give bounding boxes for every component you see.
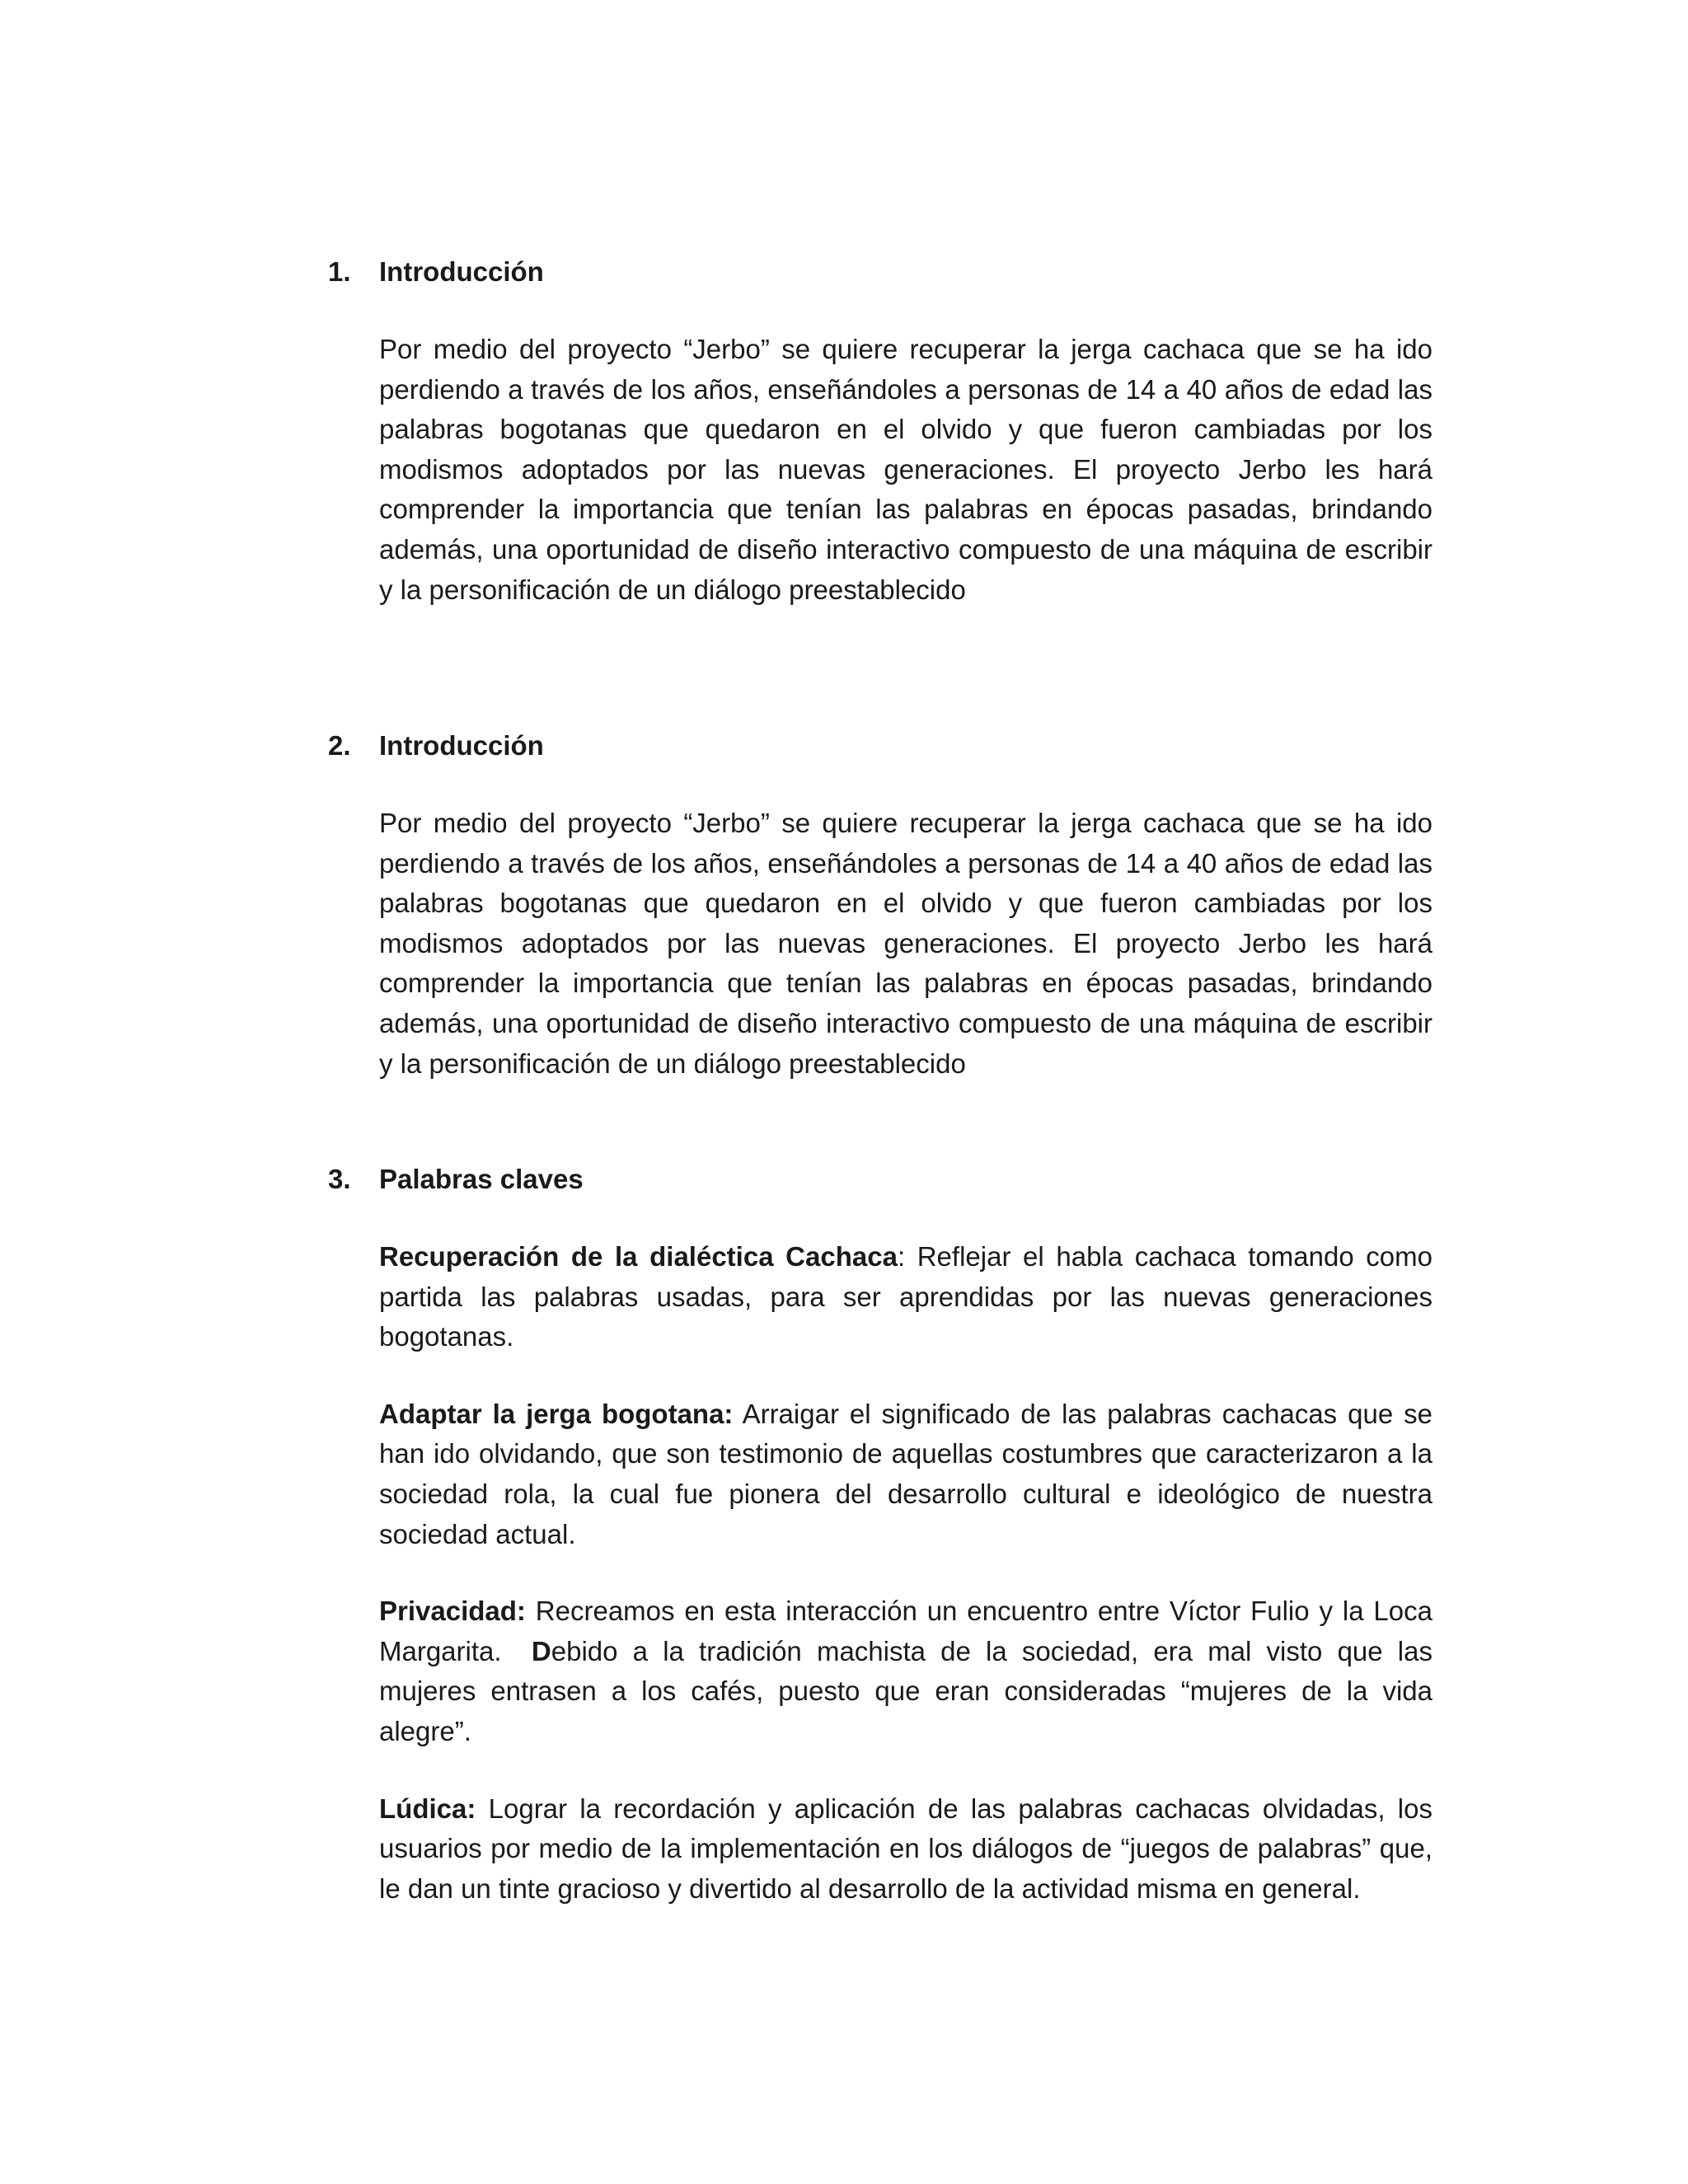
keyword-description: Arraigar el significado de las palabras cachacas que se han ido olvidando, que son testimonio de aquellas costumbres que caracterizaron a la sociedad rola, la cual fue pionera del desarrollo cultural e ideológico de nuestra sociedad actual. (379, 1398, 1433, 1549)
section-title: Palabras claves (379, 1164, 584, 1194)
keyword-item (379, 1394, 1432, 1554)
keyword-description-continued: ebido a la tradición machista de la sociedad, era mal visto que las mujeres entrasen a los cafés, puesto que eran consideradas “mujeres de la vida alegre”. (379, 1635, 1432, 1746)
section-heading (328, 1160, 1432, 1199)
keyword-description: Lograr la recordación y aplicación de las palabras cachacas olvidadas, los usuarios por medio de la implementación en los diálogos de “juegos de palabras” que, le dan un tinte gracioso y divertido al desarrollo de la actividad misma en general. (379, 1793, 1432, 1904)
keyword-term: Adaptar la jerga bogotana: (379, 1398, 734, 1429)
section-heading (328, 252, 1432, 292)
keyword-term: Lúdica: (379, 1793, 476, 1824)
section-paragraph: Por medio del proyecto “Jerbo” se quiere recuperar la jerga cachaca que se ha ido perdiendo a través de los años, enseñándoles a personas de 14 a 40 años de edad las palabras bogotanas que quedaron en el olvido y que fueron cambiadas por los modismos adoptados por las nuevas generaciones. El proyecto Jerbo les hará comprender la importancia que tenían las palabras en épocas pasadas, brindando además, una oportunidad de diseño interactivo compuesto de una máquina de escribir y la personificación de un diálogo preestablecido (379, 808, 1432, 1079)
section-number: 1. (328, 256, 351, 287)
section-number: 3. (328, 1164, 351, 1194)
section-title: Introducción (379, 730, 544, 761)
keyword-description: : Reflejar el habla cachaca tomando como partida las palabras usadas, para ser aprendidas por las nuevas generaciones bogotanas. (379, 1241, 1432, 1352)
bold-initial: D (531, 1635, 551, 1666)
section-introduction-1 (328, 252, 1432, 637)
keyword-item (379, 1591, 1441, 1751)
keyword-item (379, 1789, 1432, 1910)
keyword-item (379, 1237, 1432, 1357)
keyword-description: Recreamos en esta interacción un encuentro entre Víctor Fulio y la Loca Margarita. (379, 1596, 1441, 1666)
keyword-term: Privacidad: (379, 1596, 526, 1627)
section-heading (328, 726, 1432, 766)
section-paragraph: Por medio del proyecto “Jerbo” se quiere recuperar la jerga cachaca que se ha ido perdiendo a través de los años, enseñándoles a personas de 14 a 40 años de edad las palabras bogotanas que quedaron en el olvido y que fueron cambiadas por los modismos adoptados por las nuevas generaciones. El proyecto Jerbo les hará comprender la importancia que tenían las palabras en épocas pasadas, brindando además, una oportunidad de diseño interactivo compuesto de una máquina de escribir y la personificación de un diálogo preestablecido (379, 334, 1432, 605)
keyword-term: Recuperación de la dialéctica Cachaca (379, 1241, 898, 1272)
section-introduction-2 (328, 726, 1432, 1111)
section-keywords (328, 1160, 1441, 1936)
section-title: Introducción (379, 256, 544, 287)
section-number: 2. (328, 730, 351, 761)
